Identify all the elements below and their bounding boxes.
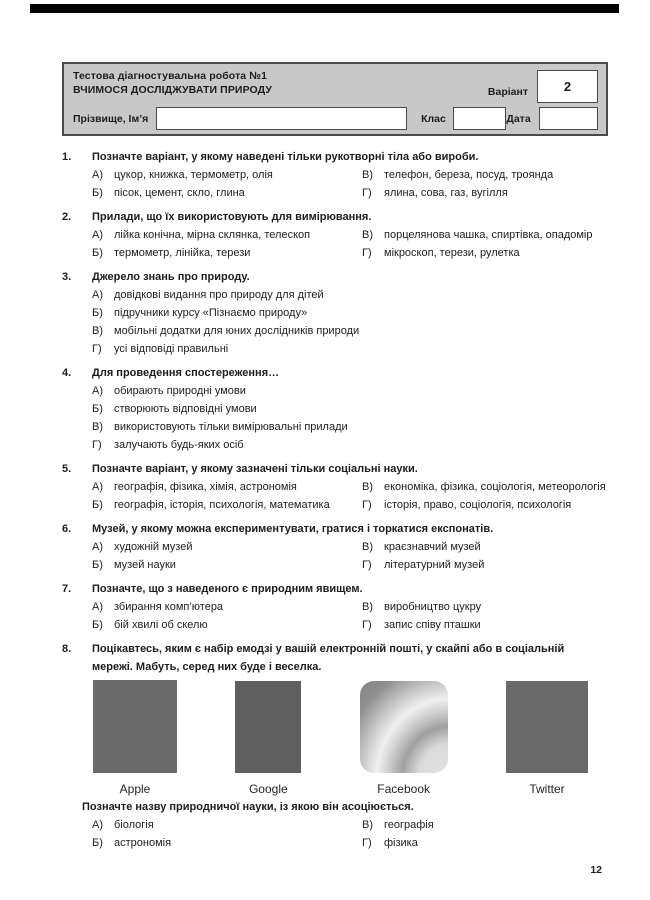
option-letter: В) xyxy=(362,229,373,241)
option-text: ялина, сова, газ, вугілля xyxy=(384,187,508,199)
question-head xyxy=(62,364,608,382)
option-В xyxy=(362,226,608,244)
option-letter: Г) xyxy=(362,837,372,849)
option-Г xyxy=(362,184,608,202)
option-text: підручники курсу «Пізнаємо природу» xyxy=(114,307,308,319)
option-text: лійка конічна, мірна склянка, телескоп xyxy=(114,229,311,241)
question-number: 5. xyxy=(62,463,72,475)
option-text: літературний музей xyxy=(384,559,485,571)
option-Г xyxy=(362,244,608,262)
emoji-figure xyxy=(93,680,177,796)
options-list xyxy=(92,538,608,574)
option-letter: Г) xyxy=(362,187,372,199)
variant-label: Варіант xyxy=(487,85,528,98)
question-number: 7. xyxy=(62,583,72,595)
option-letter: В) xyxy=(362,481,373,493)
option-letter: Б) xyxy=(92,247,103,259)
question-8 xyxy=(62,640,608,852)
option-text: мобільні додатки для юних дослідників природи xyxy=(114,325,360,337)
option-letter: А) xyxy=(92,819,103,831)
test-title: Тестова діагностувальна робота №1 xyxy=(73,70,268,82)
option-Г xyxy=(362,556,608,574)
option-А xyxy=(92,382,608,400)
option-В xyxy=(92,322,608,340)
option-letter: А) xyxy=(92,481,103,493)
option-letter: В) xyxy=(92,325,103,337)
option-text: музей науки xyxy=(114,559,176,571)
question-number: 8. xyxy=(62,643,72,655)
option-В xyxy=(362,816,608,834)
questions-list xyxy=(62,148,608,858)
name-input[interactable] xyxy=(156,107,407,130)
option-Б xyxy=(92,496,362,514)
option-letter: А) xyxy=(92,289,103,301)
emoji-figure-label: Apple xyxy=(119,782,151,796)
question-head xyxy=(62,460,608,478)
option-letter: Г) xyxy=(362,619,372,631)
option-letter: Г) xyxy=(92,439,102,451)
class-input[interactable] xyxy=(453,107,507,130)
question-2 xyxy=(62,208,608,262)
option-text: астрономія xyxy=(114,837,172,849)
header-titles xyxy=(73,70,488,97)
option-Г xyxy=(362,616,608,634)
option-А xyxy=(92,816,362,834)
question-stem: Позначте варіант, у якому зазначені тільки соціальні науки. xyxy=(92,463,418,475)
option-letter: В) xyxy=(362,169,373,181)
class-label: Клас xyxy=(421,112,446,125)
option-letter: В) xyxy=(92,421,103,433)
option-Б xyxy=(92,616,362,634)
option-letter: Б) xyxy=(92,837,103,849)
option-А xyxy=(92,538,362,556)
option-text: географія, історія, психологія, математика xyxy=(114,499,330,511)
option-В xyxy=(362,478,608,496)
option-В xyxy=(362,166,608,184)
header-bottom-row xyxy=(64,103,606,130)
option-Б xyxy=(92,304,608,322)
option-text: історія, право, соціологія, психологія xyxy=(384,499,572,511)
question-head xyxy=(62,148,608,166)
question-followup-stem: Позначте назву природничої науки, із якою він асоціюється. xyxy=(82,801,414,813)
question-stem: Позначте, що з наведеного є природним явищем. xyxy=(92,583,363,595)
question-1 xyxy=(62,148,608,202)
option-letter: В) xyxy=(362,601,373,613)
question-stem: Музей, у якому можна експериментувати, гратися і торкатися експонатів. xyxy=(92,523,494,535)
option-Б xyxy=(92,834,362,852)
rainbow-facebook-icon xyxy=(360,681,448,773)
option-Г xyxy=(92,340,608,358)
option-text: виробництво цукру xyxy=(384,601,482,613)
options-list xyxy=(92,478,608,514)
option-letter: Б) xyxy=(92,403,103,415)
emoji-figures-row xyxy=(62,676,608,796)
option-text: збирання комп’ютера xyxy=(114,601,224,613)
option-letter: Г) xyxy=(362,499,372,511)
option-letter: А) xyxy=(92,385,103,397)
option-letter: В) xyxy=(362,541,373,553)
question-7 xyxy=(62,580,608,634)
question-6 xyxy=(62,520,608,574)
option-letter: Б) xyxy=(92,499,103,511)
option-letter: Г) xyxy=(362,559,372,571)
emoji-figure-label: Twitter xyxy=(529,782,565,796)
question-number: 4. xyxy=(62,367,72,379)
option-letter: Г) xyxy=(362,247,372,259)
question-head xyxy=(62,640,608,676)
option-text: довідкові видання про природу для дітей xyxy=(114,289,324,301)
option-text: телефон, береза, посуд, троянда xyxy=(384,169,554,181)
options-list xyxy=(92,286,608,358)
question-number: 2. xyxy=(62,211,72,223)
option-letter: Б) xyxy=(92,619,103,631)
option-text: термометр, лінійка, терези xyxy=(114,247,251,259)
options-list xyxy=(92,598,608,634)
top-black-bar xyxy=(30,4,619,13)
question-stem: Прилади, що їх використовують для вимірювання. xyxy=(92,211,372,223)
option-letter: А) xyxy=(92,169,103,181)
option-В xyxy=(362,598,608,616)
question-5 xyxy=(62,460,608,514)
emoji-figure-label: Google xyxy=(248,782,288,796)
header-top-row xyxy=(64,64,606,103)
option-text: географія, фізика, хімія, астрономія xyxy=(114,481,297,493)
options-list xyxy=(92,816,608,852)
test-subtitle: ВЧИМОСЯ ДОСЛІДЖУВАТИ ПРИРОДУ xyxy=(73,83,273,96)
option-text: мікроскоп, терези, рулетка xyxy=(384,247,520,259)
option-text: порцелянова чашка, спиртівка, опадомір xyxy=(384,229,593,241)
option-text: фізика xyxy=(384,837,418,849)
option-letter: Б) xyxy=(92,187,103,199)
question-head xyxy=(62,268,608,286)
option-text: художній музей xyxy=(114,541,193,553)
emoji-figure xyxy=(360,681,448,796)
option-Б xyxy=(92,184,362,202)
option-В xyxy=(362,538,608,556)
option-В xyxy=(92,418,608,436)
option-text: усі відповіді правильні xyxy=(114,343,229,355)
option-Б xyxy=(92,244,362,262)
question-head xyxy=(62,580,608,598)
question-stem: Поцікавтесь, яким є набір емодзі у вашій електронній пошті, у скайпі або в соціальній мережі. Мабуть, серед них буде і веселка. xyxy=(92,643,565,673)
option-letter: Б) xyxy=(92,307,103,319)
question-number: 3. xyxy=(62,271,72,283)
options-list xyxy=(92,382,608,454)
question-3 xyxy=(62,268,608,358)
option-letter: В) xyxy=(362,819,373,831)
option-text: географія xyxy=(384,819,434,831)
question-4 xyxy=(62,364,608,454)
option-text: бій хвилі об скелю xyxy=(114,619,208,631)
option-text: краєзнавчий музей xyxy=(384,541,481,553)
rainbow-apple-icon xyxy=(93,680,177,773)
date-label: Дата xyxy=(506,112,531,125)
rainbow-twitter-icon xyxy=(506,681,588,773)
question-number: 6. xyxy=(62,523,72,535)
option-text: створюють відповідні умови xyxy=(114,403,257,415)
test-header-box xyxy=(62,62,608,136)
option-letter: А) xyxy=(92,601,103,613)
option-Б xyxy=(92,556,362,574)
option-А xyxy=(92,478,362,496)
option-А xyxy=(92,166,362,184)
option-text: залучають будь-яких осіб xyxy=(114,439,244,451)
emoji-figure xyxy=(506,681,588,796)
option-Б xyxy=(92,400,608,418)
emoji-figure xyxy=(235,681,301,796)
question-head xyxy=(62,520,608,538)
options-list xyxy=(92,166,608,202)
option-text: економіка, фізика, соціологія, метеорологія xyxy=(384,481,606,493)
option-text: біологія xyxy=(114,819,154,831)
option-letter: А) xyxy=(92,229,103,241)
option-А xyxy=(92,226,362,244)
name-label: Прізвище, Ім’я xyxy=(73,112,149,125)
emoji-figure-label: Facebook xyxy=(377,782,430,796)
question-head xyxy=(62,208,608,226)
option-А xyxy=(92,286,608,304)
option-Г xyxy=(362,496,608,514)
option-Г xyxy=(362,834,608,852)
variant-group xyxy=(488,70,598,103)
question-stem: Позначте варіант, у якому наведені тільки рукотворні тіла або вироби. xyxy=(92,151,479,163)
option-text: запис співу пташки xyxy=(384,619,481,631)
option-Г xyxy=(92,436,608,454)
option-letter: Г) xyxy=(92,343,102,355)
rainbow-google-icon xyxy=(235,681,301,773)
option-letter: А) xyxy=(92,541,103,553)
options-list xyxy=(92,226,608,262)
date-input[interactable] xyxy=(539,107,598,130)
option-А xyxy=(92,598,362,616)
option-text: використовують тільки вимірювальні прилади xyxy=(114,421,348,433)
question-number: 1. xyxy=(62,151,72,163)
option-letter: Б) xyxy=(92,559,103,571)
question-stem: Джерело знань про природу. xyxy=(92,271,250,283)
question-stem: Для проведення спостереження… xyxy=(92,367,280,379)
option-text: цукор, книжка, термометр, олія xyxy=(114,169,273,181)
option-text: обирають природні умови xyxy=(114,385,246,397)
variant-value-box xyxy=(537,70,598,103)
variant-value: 2 xyxy=(563,79,572,94)
page-number: 12 xyxy=(590,864,602,876)
option-text: пісок, цемент, скло, глина xyxy=(114,187,245,199)
